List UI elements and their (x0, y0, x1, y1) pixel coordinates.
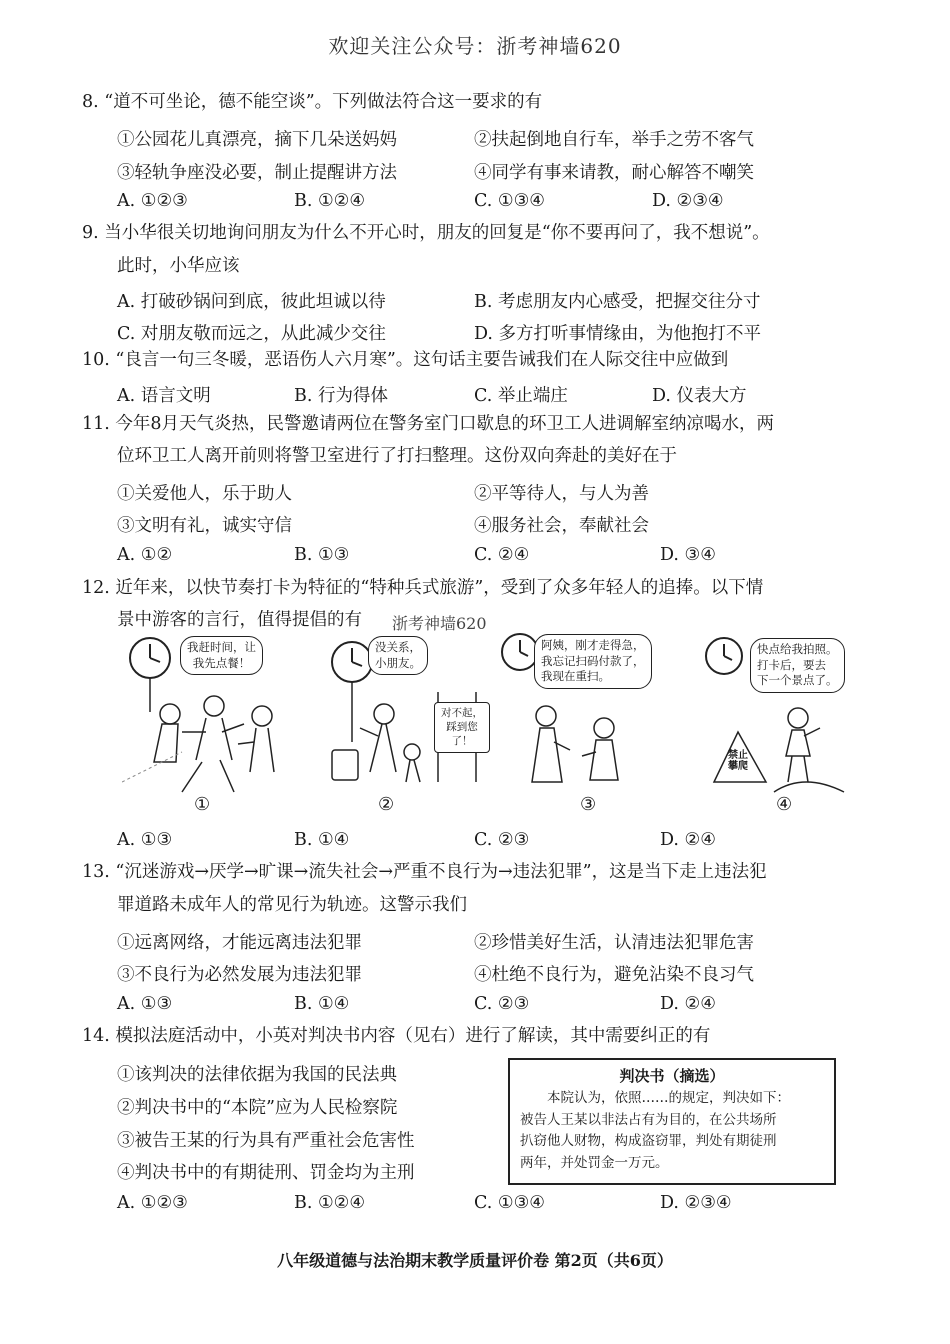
question-9-stem-line2: 此时，小华应该 (117, 256, 240, 276)
q13-item-3: ③不良行为必然发展为违法犯罪 (117, 965, 362, 985)
scene-2-bubble-line1: 没关系， (375, 640, 421, 654)
scene-4-bubble-line3: 下一个景点了。 (757, 673, 838, 688)
judgment-line-2: 被告人王某以非法占有为目的，在公共场所 (520, 1111, 777, 1128)
scene-4-speech-bubble (750, 638, 845, 693)
q10-choice-d: D. 仪表大方 (652, 386, 747, 406)
question-12-stem-line2: 景中游客的言行，值得提倡的有 (117, 610, 362, 630)
q8-choice-c: C. ①③④ (474, 191, 545, 211)
q14-choice-b: B. ①②④ (294, 1193, 366, 1213)
scene-3-speech-bubble (534, 634, 652, 689)
q8-item-2: ②扶起倒地自行车，举手之劳不客气 (474, 130, 754, 150)
question-12-stem-line1: 12. 近年来，以快节奏打卡为特征的“特种兵式旅游”，受到了众多年轻人的追捧。以下情 (82, 578, 764, 598)
q13-item-2: ②珍惜美好生活，认清违法犯罪危害 (474, 933, 754, 953)
q13-item-1: ①远离网络，才能远离违法犯罪 (117, 933, 362, 953)
q8-item-3: ③轻轨争座没必要，制止提醒讲方法 (117, 163, 397, 183)
scene-1-label: ① (194, 794, 211, 815)
question-14-stem: 14. 模拟法庭活动中，小英对判决书内容（见右）进行了解读，其中需要纠正的有 (82, 1026, 711, 1046)
page-header-watermark: 欢迎关注公众号：浙考神墙620 (328, 34, 622, 58)
q14-choice-c: C. ①③④ (474, 1193, 545, 1213)
question-11-stem-line2: 位环卫工人离开前则将警卫室进行了打扫整理。这份双向奔赴的美好在于 (117, 446, 677, 466)
cartoon-scene-1 (122, 632, 292, 802)
q11-item-4: ④服务社会，奉献社会 (474, 516, 649, 536)
q11-choice-c: C. ②④ (474, 545, 530, 565)
q8-item-4: ④同学有事来请教，耐心解答不嘲笑 (474, 163, 754, 183)
q12-choice-c: C. ②③ (474, 830, 530, 850)
q8-choice-d: D. ②③④ (652, 191, 724, 211)
q12-choice-d: D. ②④ (660, 830, 716, 850)
inline-watermark: 浙考神墙620 (392, 614, 487, 633)
judgment-excerpt-box (508, 1058, 836, 1185)
q11-choice-a: A. ①② (117, 545, 173, 565)
question-13-stem-line2: 罪道路未成年人的常见行为轨迹。这警示我们 (117, 895, 467, 915)
q11-item-3: ③文明有礼，诚实守信 (117, 516, 292, 536)
q11-item-1: ①关爱他人，乐于助人 (117, 484, 292, 504)
q11-choice-b: B. ①③ (294, 545, 350, 565)
q14-item-2: ②判决书中的“本院”应为人民检察院 (117, 1098, 398, 1118)
q12-choice-b: B. ①④ (294, 830, 350, 850)
q13-choice-c: C. ②③ (474, 994, 530, 1014)
scene-4-bubble-line1: 快点给我拍照。 (757, 642, 838, 656)
q9-choice-a: A. 打破砂锅问到底，彼此坦诚以待 (117, 292, 386, 312)
q10-choice-b: B. 行为得体 (294, 386, 388, 406)
scene-3-bubble-line3: 我现在重扫。 (541, 669, 610, 684)
question-11-stem-line1: 11. 今年8月天气炎热，民警邀请两位在警务室门口歇息的环卫工人进调解室纳凉喝水，两 (82, 414, 775, 434)
judgment-title: 判决书（摘选） (619, 1067, 725, 1085)
page-footer: 八年级道德与法治期末教学质量评价卷 第2页（共6页） (277, 1251, 673, 1270)
scene-1-speech-bubble (180, 636, 263, 675)
scene-3-label: ③ (580, 794, 597, 815)
scene-1-bubble-line1: 我赶时间，让 (187, 640, 256, 654)
q13-item-4: ④杜绝不良行为，避免沾染不良习气 (474, 965, 754, 985)
scene-3-bubble-line1: 阿姨，刚才走得急， (541, 638, 645, 652)
cartoon-scene-4 (694, 632, 864, 802)
q13-choice-d: D. ②④ (660, 994, 716, 1014)
scene-4-bubble-line2: 打卡后，要去 (757, 657, 826, 672)
q12-choice-a: A. ①③ (117, 830, 173, 850)
q8-item-1: ①公园花儿真漂亮，摘下几朵送妈妈 (117, 130, 397, 150)
scene-4-sign-line1: 禁止 (728, 750, 748, 761)
judgment-line-1: 本院认为，依照……的规定，判决如下： (547, 1090, 790, 1106)
cartoon-scene-2 (326, 632, 496, 802)
scene-2-speech-bubble (368, 636, 428, 675)
q9-choice-b: B. 考虑朋友内心感受，把握交往分寸 (474, 292, 761, 312)
q14-item-1: ①该判决的法律依据为我国的民法典 (117, 1065, 397, 1085)
question-10-stem: 10. “良言一句三冬暖，恶语伤人六月寒”。这句话主要告诫我们在人际交往中应做到 (82, 350, 729, 370)
q13-choice-a: A. ①③ (117, 994, 173, 1014)
question-13-stem-line1: 13. “沉迷游戏→厌学→旷课→流失社会→严重不良行为→违法犯罪”，这是当下走上违法犯 (82, 862, 767, 882)
scene-4-warning-sign (728, 750, 748, 772)
q9-choice-d: D. 多方打听事情缘由，为他抱打不平 (474, 324, 762, 344)
scene-2-sign-line1: 对不起， (441, 707, 483, 719)
cartoon-scene-3 (494, 632, 664, 802)
q14-choice-a: A. ①②③ (117, 1193, 188, 1213)
q11-item-2: ②平等待人，与人为善 (474, 484, 649, 504)
scene-4-label: ④ (776, 794, 793, 815)
scene-2-bubble-line2: 小朋友。 (375, 655, 421, 670)
q10-choice-a: A. 语言文明 (117, 386, 211, 406)
q14-choice-d: D. ②③④ (660, 1193, 732, 1213)
q14-item-4: ④判决书中的有期徒刑、罚金均为主刑 (117, 1163, 415, 1183)
q14-item-3: ③被告王某的行为具有严重社会危害性 (117, 1131, 415, 1151)
question-9-stem-line1: 9. 当小华很关切地询问朋友为什么不开心时，朋友的回复是“你不要再问了，我不想说”。 (82, 223, 770, 243)
q11-choice-d: D. ③④ (660, 545, 716, 565)
scene-2-sign-line2: 踩到您 (446, 721, 478, 734)
scene-4-sign-line2: 攀爬 (728, 761, 748, 772)
judgment-line-3: 扒窃他人财物，构成盗窃罪，判处有期徒刑 (520, 1133, 777, 1150)
q9-choice-c: C. 对朋友敬而远之，从此减少交往 (117, 324, 386, 344)
q8-choice-a: A. ①②③ (117, 191, 188, 211)
judgment-line-4: 两年，并处罚金一万元。 (520, 1154, 669, 1171)
q8-choice-b: B. ①②④ (294, 191, 366, 211)
scene-3-bubble-line2: 我忘记扫码付款了， (541, 653, 645, 668)
question-8-stem: 8. “道不可坐论，德不能空谈”。下列做法符合这一要求的有 (82, 92, 543, 112)
q13-choice-b: B. ①④ (294, 994, 350, 1014)
scene-1-bubble-line2: 我先点餐！ (192, 655, 251, 670)
q10-choice-c: C. 举止端庄 (474, 386, 568, 406)
scene-2-label: ② (378, 794, 395, 815)
scene-2-sign-line3: 了！ (451, 735, 473, 748)
scene-2-child-sign (434, 702, 490, 753)
